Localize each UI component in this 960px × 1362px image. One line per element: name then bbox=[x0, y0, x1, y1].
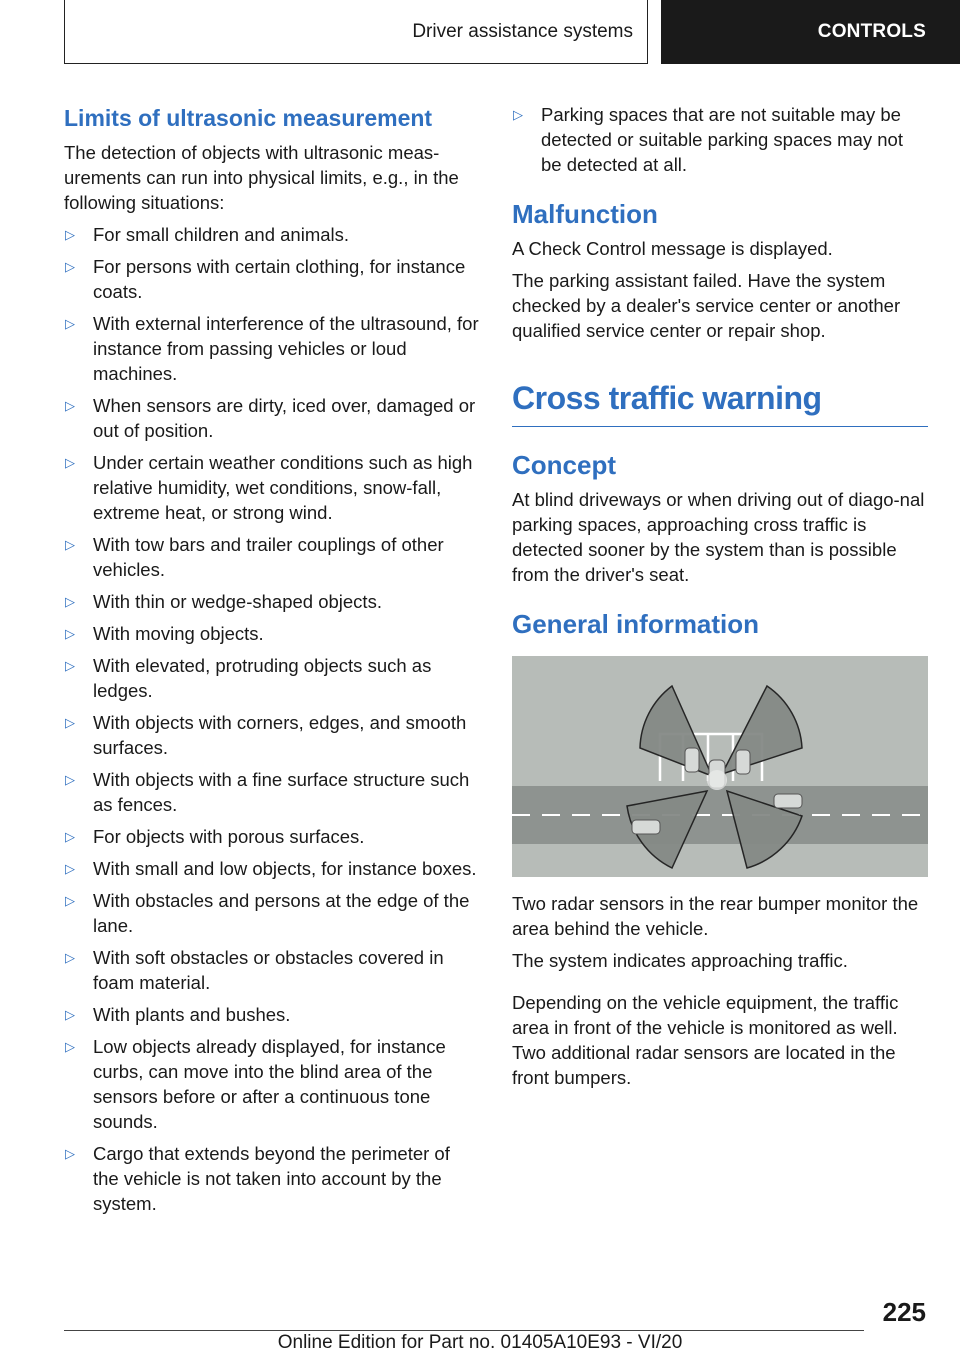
list-item: ▷ For objects with porous surfaces. bbox=[65, 826, 365, 847]
list-item: ▷ With tow bars and trailer couplings of other vehicles. bbox=[65, 534, 444, 580]
bullet-triangle-icon: ▷ bbox=[65, 316, 75, 331]
bullet-triangle-icon: ▷ bbox=[65, 398, 75, 413]
section-title-divider bbox=[512, 426, 928, 427]
list-item: ▷ Low objects already displayed, for instance curbs, can move into the blind area of the sensors before or after a continuous tone sounds. bbox=[65, 1036, 446, 1132]
bullet-triangle-icon: ▷ bbox=[65, 259, 75, 274]
bullet-triangle-icon: ▷ bbox=[65, 1146, 75, 1161]
list-item: ▷ With plants and bushes. bbox=[65, 1004, 291, 1025]
malfunction-heading: Malfunction bbox=[512, 199, 658, 229]
bullet-triangle-icon: ▷ bbox=[65, 772, 75, 787]
list-item: ▷ With objects with corners, edges, and smooth surfaces. bbox=[65, 712, 467, 758]
general-information-heading: General information bbox=[512, 609, 760, 639]
concept-text: At blind driveways or when driving out of diago-nal parking spaces, approaching cross traffic is detected sooner by the system than is possible from the driver's seat. bbox=[512, 489, 925, 585]
ultrasonic-limits-heading: Limits of ultrasonic measurement bbox=[64, 105, 433, 131]
malfunction-text-2: The parking assistant failed. Have the system checked by a dealer's service center or another qualified service center or repair shop. bbox=[512, 270, 901, 341]
header-chapter-tab bbox=[661, 0, 960, 64]
bullet-triangle-icon: ▷ bbox=[65, 715, 75, 730]
list-item: ▷ With elevated, protruding objects such as ledges. bbox=[65, 655, 432, 701]
general-information-text-1: Two radar sensors in the rear bumper monitor the area behind the vehicle. bbox=[512, 893, 919, 939]
list-item: ▷ For small children and animals. bbox=[65, 224, 350, 245]
right-column bbox=[512, 102, 928, 1097]
general-information-text-2: The system indicates approaching traffic. bbox=[512, 950, 848, 971]
general-information-text-3: Depending on the vehicle equipment, the traffic area in front of the vehicle is monitored as well. Two additional radar sensors are located in the front bumpers. bbox=[512, 992, 899, 1088]
list-item: ▷ With external interference of the ultrasound, for instance from passing vehicles or loud machines. bbox=[65, 313, 479, 384]
bullet-triangle-icon: ▷ bbox=[65, 658, 75, 673]
footer-divider bbox=[64, 1330, 864, 1331]
header-section-title bbox=[64, 0, 648, 64]
bullet-triangle-icon: ▷ bbox=[65, 455, 75, 470]
list-item: ▷ Cargo that extends beyond the perimeter of the vehicle is not taken into account by the system. bbox=[65, 1143, 450, 1214]
list-item: ▷ Under certain weather conditions such as high relative humidity, wet conditions, snow-fall, extreme heat, or strong wind. bbox=[65, 452, 473, 523]
malfunction-text-1: A Check Control message is displayed. bbox=[512, 238, 833, 259]
header-chapter-label: CONTROLS bbox=[817, 21, 926, 42]
list-item: ▷ With moving objects. bbox=[65, 623, 264, 644]
bullet-triangle-icon: ▷ bbox=[65, 626, 75, 641]
bullet-triangle-icon: ▷ bbox=[65, 893, 75, 908]
list-item: ▷ With objects with a fine surface structure such as fences. bbox=[65, 769, 470, 815]
left-column bbox=[64, 102, 480, 1223]
list-item: ▷ With thin or wedge-shaped objects. bbox=[65, 591, 382, 612]
ultrasonic-limits-intro: The detection of objects with ultrasonic meas-urements can run into physical limits, e.g., in the following situations: bbox=[64, 142, 459, 213]
footer-edition-text: Online Edition for Part no. 01405A10E93 - VI/20 bbox=[277, 1332, 683, 1353]
list-item: ▷ With soft obstacles or obstacles covered in foam material. bbox=[65, 947, 444, 993]
ultrasonic-limits-list bbox=[64, 222, 480, 1216]
cross-traffic-warning-title: Cross traffic warning bbox=[512, 380, 822, 416]
bullet-triangle-icon: ▷ bbox=[65, 950, 75, 965]
list-item: ▷ When sensors are dirty, iced over, damaged or out of position. bbox=[65, 395, 476, 441]
bullet-triangle-icon: ▷ bbox=[65, 1039, 75, 1054]
list-item: ▷ Parking spaces that are not suitable may be detected or suitable parking spaces may not be detected at all. bbox=[513, 104, 903, 175]
cross-traffic-radar-illustration bbox=[512, 656, 928, 877]
list-item: ▷ With small and low objects, for instance boxes. bbox=[65, 858, 477, 879]
concept-heading: Concept bbox=[512, 450, 616, 480]
bullet-triangle-icon: ▷ bbox=[513, 107, 523, 122]
bullet-triangle-icon: ▷ bbox=[65, 537, 75, 552]
bullet-triangle-icon: ▷ bbox=[65, 1007, 75, 1022]
parking-spaces-list bbox=[512, 102, 928, 177]
page-number: 225 bbox=[882, 1297, 926, 1327]
list-item: ▷ With obstacles and persons at the edge of the lane. bbox=[65, 890, 470, 936]
bullet-triangle-icon: ▷ bbox=[65, 829, 75, 844]
bullet-triangle-icon: ▷ bbox=[65, 227, 75, 242]
header-section-label: Driver assistance systems bbox=[412, 20, 633, 42]
list-item: ▷ For persons with certain clothing, for instance coats. bbox=[65, 256, 466, 302]
bullet-triangle-icon: ▷ bbox=[65, 861, 75, 876]
bullet-triangle-icon: ▷ bbox=[65, 594, 75, 609]
